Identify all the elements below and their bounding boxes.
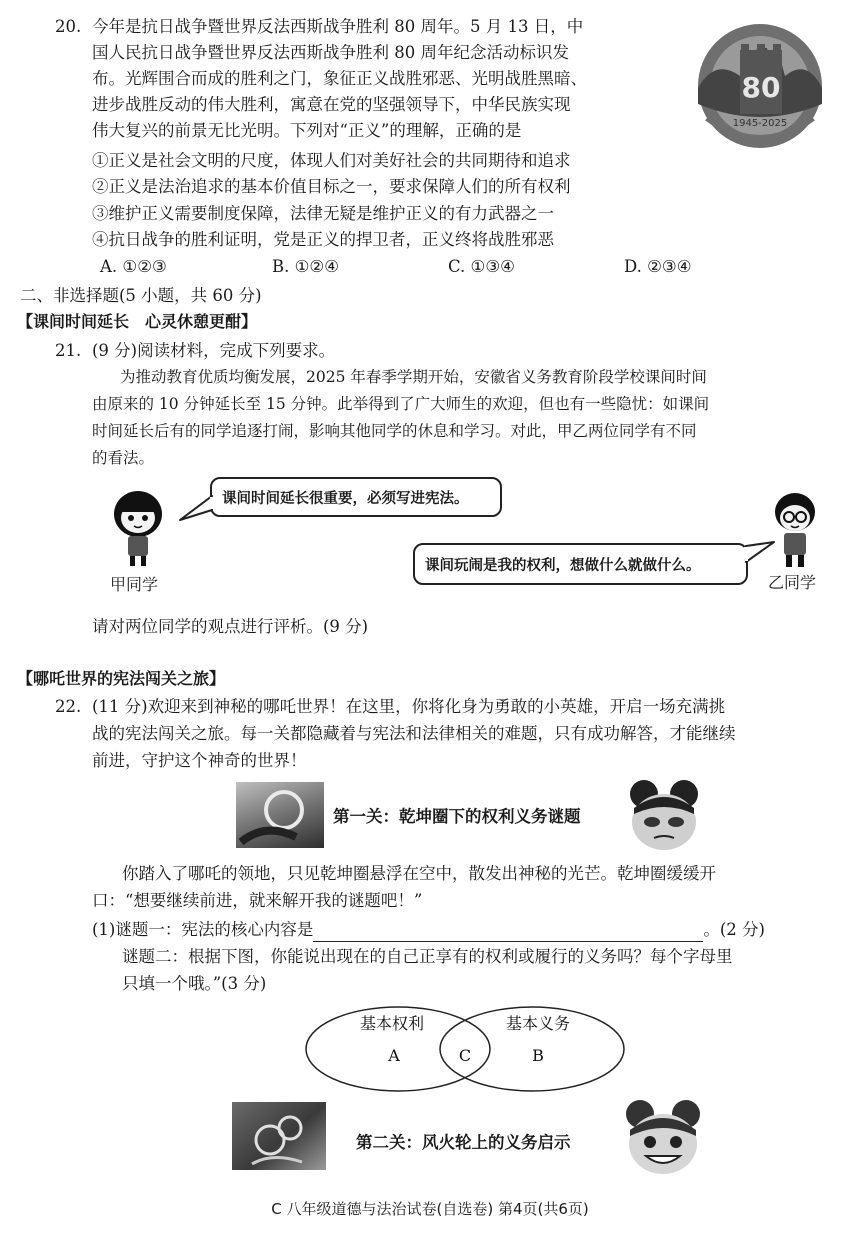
q20-statement-2: ②正义是法治追求的基本价值目标之一，要求保障人们的所有权利	[92, 177, 571, 196]
q21-intro: (9 分)阅读材料，完成下列要求。	[92, 341, 336, 360]
fire-wheel-photo	[232, 1102, 326, 1170]
q20-option-d: D. ②③④	[624, 257, 692, 276]
bubble-student-b: 课间玩闹是我的权利，想做什么就做什么。	[413, 543, 748, 585]
q22-intro-1: (11 分)欢迎来到神秘的哪吒世界！在这里，你将化身为勇敢的小英雄，开启一场充满挑	[92, 697, 726, 716]
commemoration-logo	[685, 18, 835, 158]
venn-label-b: B	[532, 1046, 544, 1065]
q22-part-1-label: (1)谜题一：宪法的核心内容是	[92, 920, 314, 939]
venn-right-title: 基本义务	[505, 1014, 571, 1033]
q20-option-c: C. ①③④	[448, 257, 515, 276]
nezha-character-2	[618, 1098, 708, 1178]
q22-part-2-line-1: 谜题二：根据下图，你能说出现在的自己正享有的权利或履行的义务吗？每个字母里	[122, 947, 733, 966]
bubble-a-tail	[178, 494, 214, 524]
venn-left-title: 基本权利	[359, 1014, 425, 1033]
q20-line-5: 伟大复兴的前景无比光明。下列对“正义”的理解，正确的是	[92, 121, 522, 140]
q20-line-3: 布。光辉围合而成的胜利之门，象征正义战胜邪恶、光明战胜黑暗、	[92, 69, 587, 88]
label-student-b: 乙同学	[768, 573, 817, 592]
level-2-title: 第二关：风火轮上的义务启示	[356, 1133, 571, 1152]
bubble-b-tail	[744, 540, 776, 570]
q21-task: 请对两位同学的观点进行评析。(9 分)	[92, 617, 369, 636]
q22-number: 22.	[55, 697, 82, 716]
q21-number: 21.	[55, 341, 82, 360]
q21-material-2: 由原来的 10 分钟延长至 15 分钟。此举得到了广大师生的欢迎，但也有一些隐忧：如课间	[92, 395, 710, 413]
venn-label-c: C	[458, 1046, 472, 1065]
q20-statement-4: ④抗日战争的胜利证明，党是正义的捍卫者，正义终将战胜邪恶	[92, 230, 554, 249]
q21-material-3: 时间延长后有的同学追逐打闹，影响其他同学的休息和学习。对此，甲乙两位同学有不同	[92, 422, 697, 440]
module-2-title: 【哪吒世界的宪法闯关之旅】	[17, 669, 226, 688]
q20-line-2: 国人民抗日战争暨世界反法西斯战争胜利 80 周年纪念活动标识发	[92, 43, 569, 62]
q22-story-1: 你踏入了哪吒的领地，只见乾坤圈悬浮在空中，散发出神秘的光芒。乾坤圈缓缓开	[122, 864, 716, 883]
logo-number: 80	[741, 71, 781, 104]
student-b-illustration	[770, 490, 820, 568]
q21-material-1: 为推动教育优质均衡发展，2025 年春季学期开始，安徽省义务教育阶段学校课间时间	[120, 368, 707, 386]
q20-statement-3: ③维护正义需要制度保障，法律无疑是维护正义的有力武器之一	[92, 204, 554, 223]
section-2-title: 二、非选择题(5 小题，共 60 分)	[20, 286, 262, 305]
q22-intro-2: 战的宪法闯关之旅。每一关都隐藏着与宪法和法律相关的难题，只有成功解答，才能继续	[92, 724, 736, 743]
student-a-illustration	[112, 488, 164, 568]
answer-blank-core-content[interactable]	[313, 923, 703, 942]
module-1-title: 【课间时间延长 心灵休憩更酣】	[17, 312, 258, 331]
bubble-student-a: 课间时间延长很重要，必须写进宪法。	[210, 477, 502, 517]
q21-material-4: 的看法。	[92, 449, 155, 467]
nezha-character-1	[622, 778, 706, 852]
page-footer: C 八年级道德与法治试卷(自选卷) 第4页(共6页)	[271, 1200, 589, 1218]
logo-years: 1945-2025	[732, 118, 788, 129]
q22-intro-3: 前进，守护这个神奇的世界！	[92, 751, 307, 770]
q20-statement-1: ①正义是社会文明的尺度，体现人们对美好社会的共同期待和追求	[92, 151, 571, 170]
q20-line-1: 今年是抗日战争暨世界反法西斯战争胜利 80 周年。5 月 13 日，中	[92, 17, 584, 36]
venn-label-a: A	[388, 1046, 400, 1065]
level-1-title: 第一关：乾坤圈下的权利义务谜题	[333, 807, 581, 826]
q22-story-2: 口：“想要继续前进，就来解开我的谜题吧！”	[92, 891, 423, 910]
venn-diagram	[302, 1003, 628, 1095]
q20-option-a: A. ①②③	[100, 257, 167, 276]
q20-line-4: 进步战胜反动的伟大胜利，寓意在党的坚强领导下，中华民族实现	[92, 95, 571, 114]
label-student-a: 甲同学	[110, 575, 159, 594]
q22-part-2-line-2: 只填一个哦。”(3 分)	[122, 974, 267, 993]
q20-number: 20.	[55, 17, 82, 36]
q22-part-1-score: 。(2 分)	[703, 920, 765, 939]
qiankun-ring-photo	[236, 782, 324, 848]
q20-option-b: B. ①②④	[272, 257, 339, 276]
q22-part-1	[92, 917, 765, 942]
